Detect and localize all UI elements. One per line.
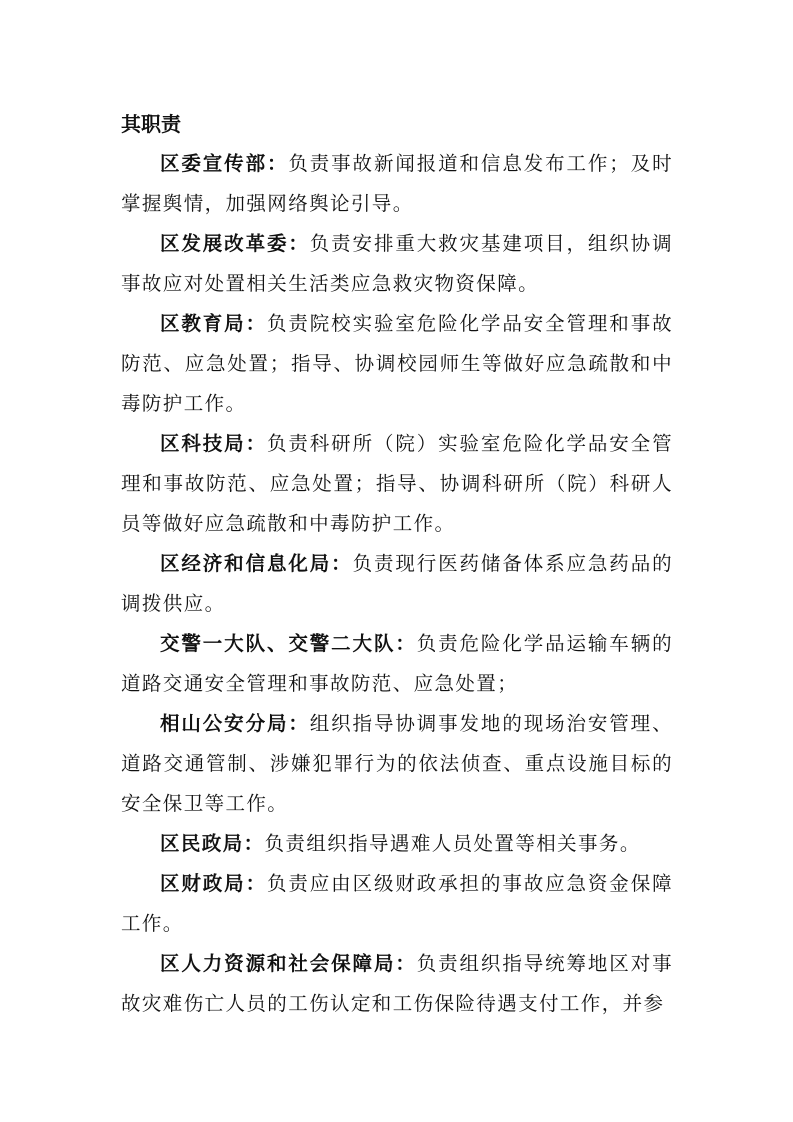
department-duty: 组织指导协调事发地的现场治安管理、道路交通管制、涉嫌犯罪行为的依法侦查、重点设施目标的安全保卫等工作。: [121, 712, 673, 815]
paragraph-education-bureau: [121, 304, 673, 424]
department-name: 区教育局：: [160, 312, 267, 335]
department-name: 区委宣传部：: [160, 152, 289, 175]
department-duty: 负责危险化学品运输车辆的道路交通安全管理和事故防范、应急处置；: [121, 632, 673, 695]
department-duty: 负责院校实验室危险化学品安全管理和事故防范、应急处置；指导、协调校园师生等做好应急疏散和中毒防护工作。: [121, 312, 673, 415]
department-name: 区财政局：: [160, 872, 267, 895]
section-heading: 其职责: [121, 112, 181, 136]
department-duty: 负责事故新闻报道和信息发布工作；及时掌握舆情，加强网络舆论引导。: [121, 152, 673, 215]
department-duty: 负责现行医药储备体系应急药品的调拨供应。: [121, 552, 673, 615]
department-name: 区科技局：: [160, 432, 267, 455]
department-duty: 负责科研所（院）实验室危险化学品安全管理和事故防范、应急处置；指导、协调科研所（院）科研人员等做好应急疏散和中毒防护工作。: [121, 432, 673, 535]
paragraph-human-resources: [121, 944, 673, 1024]
paragraph-development-reform: [121, 224, 673, 304]
department-duty: 负责组织指导统筹地区对事故灾难伤亡人员的工伤认定和工伤保险待遇支付工作，并参: [121, 952, 673, 1015]
paragraph-public-security: [121, 704, 673, 824]
department-name: 区发展改革委：: [160, 232, 310, 255]
department-duty: 负责安排重大救灾基建项目，组织协调事故应对处置相关生活类应急救灾物资保障。: [121, 232, 673, 295]
paragraph-civil-affairs: [121, 824, 673, 864]
department-name: 相山公安分局：: [160, 712, 310, 735]
paragraph-economy-it-bureau: [121, 544, 673, 624]
paragraph-science-bureau: [121, 424, 673, 544]
department-name: 区人力资源和社会保障局：: [160, 952, 417, 975]
paragraph-propaganda-dept: [121, 144, 673, 224]
paragraph-finance-bureau: [121, 864, 673, 944]
department-name: 交警一大队、交警二大队：: [160, 632, 417, 655]
department-name: 区民政局：: [160, 832, 265, 855]
document-page: [121, 104, 673, 1024]
paragraph-traffic-police: [121, 624, 673, 704]
department-duty: 负责组织指导遇难人员处置等相关事务。: [264, 832, 641, 855]
department-duty: 负责应由区级财政承担的事故应急资金保障工作。: [121, 872, 673, 935]
department-name: 区经济和信息化局：: [160, 552, 353, 575]
